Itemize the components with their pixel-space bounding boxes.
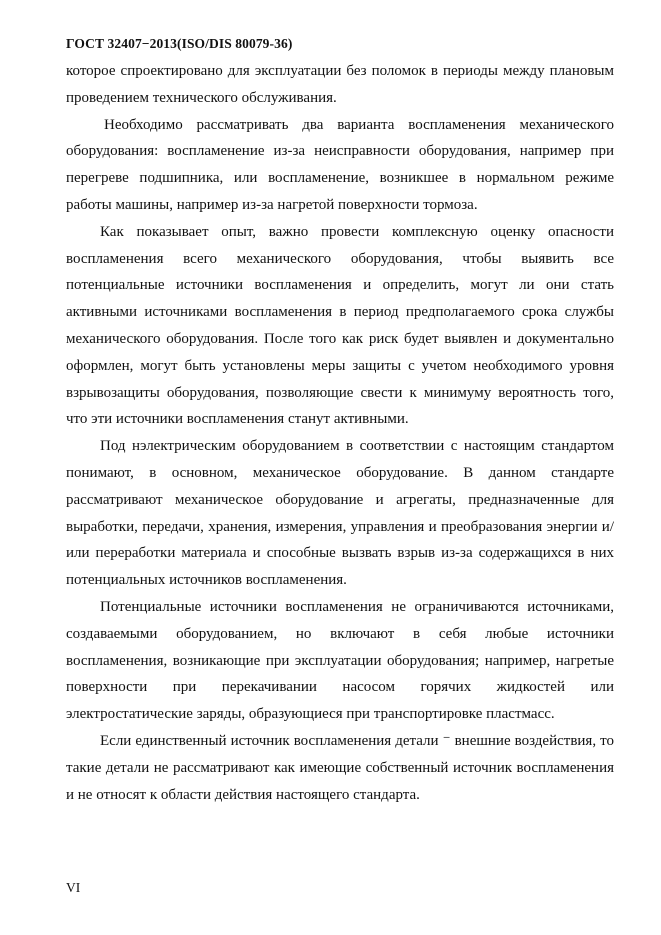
document-header: ГОСТ 32407−2013(ISO/DIS 80079-36) [66, 36, 293, 51]
paragraph-non-electrical-definition: Под нэлектрическим оборудованием в соответствии с настоящим стандартом понимают, в основном, механическое оборудование. В данном стандарте рассматривают механическое оборудование и агрегаты, предназначенные для выработки, передачи, хранения, измерения, управления и преобразования энергии и/или переработки материала и способные вызвать взрыв из-за содержащихся в них потенциальных источников воспламенения. [66, 438, 614, 589]
paragraph-continuation: которое спроектировано для эксплуатации без поломок в периоды между плановым проведением технического обслуживания. [66, 63, 614, 106]
paragraph-potential-sources: Потенциальные источники воспламенения не ограничиваются источниками, создаваемыми оборудованием, но включают в себя любые источники воспламенения, возникающие при эксплуатации оборудования; например, нагретые поверхности при перекачивании насосом горячих жидкостей или электростатические заряды, образующиеся при транспортировке пластмасс. [66, 598, 614, 723]
paragraph-ignition-variants: Необходимо рассматривать два варианта воспламенения механического оборудования: воспламенение из-за неисправности оборудования, например при перегреве подшипника, или воспламенение, возникшее в нормальном режиме работы машины, например из-за нагретой поверхности тормоза. [66, 116, 614, 213]
page-number: VI [66, 880, 81, 895]
document-body [66, 58, 614, 808]
paragraph-external-influences: Если единственный источник воспламенения детали ⁻ внешние воздействия, то такие детали не рассматривают как имеющие собственный источник воспламенения и не относят к области действия настоящего стандарта. [66, 732, 614, 803]
paragraph-risk-assessment: Как показывает опыт, важно провести комплексную оценку опасности воспламенения всего механического оборудования, чтобы выявить все потенциальные источники воспламенения и определить, могут ли они стать активными источниками воспламенения в период предполагаемого срока службы механического оборудования. После того как риск будет выявлен и документально оформлен, могут быть установлены меры защиты с учетом необходимого уровня взрывозащиты оборудования, позволяющие свести к минимуму вероятность того, что эти источники воспламенения станут активными. [66, 223, 614, 428]
